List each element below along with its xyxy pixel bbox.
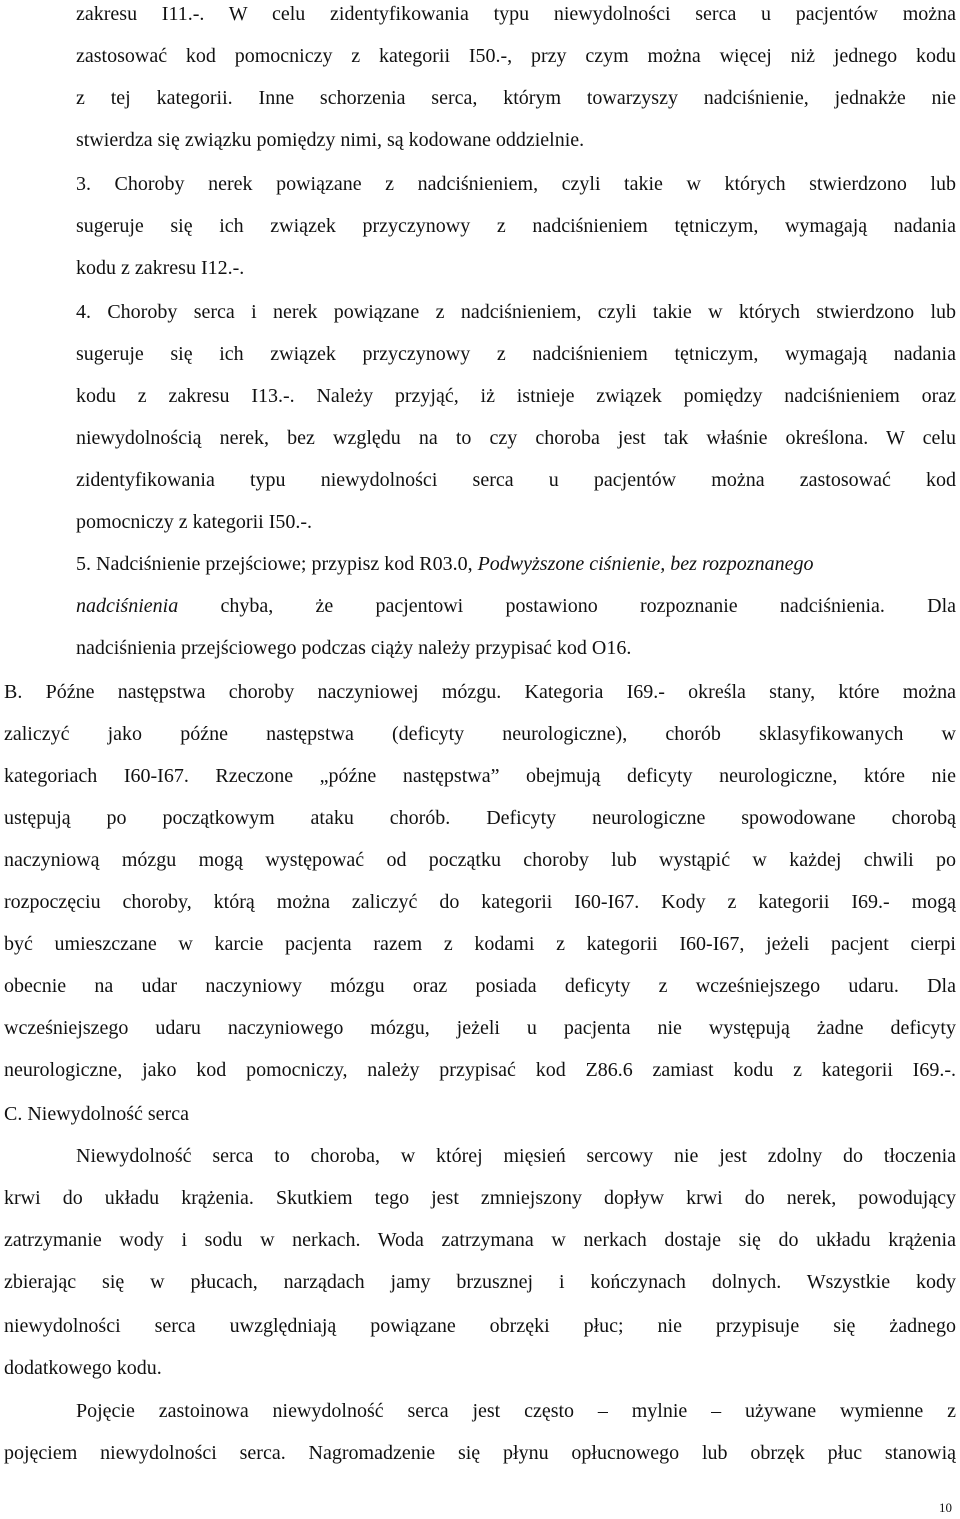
- text-line: zaliczyć jako późne następstwa (deficyty neurologiczne), chorób sklasyfikowanych w: [4, 723, 956, 745]
- text-line: sugeruje się ich związek przyczynowy z nadciśnieniem tętniczym, wymagają nadania: [76, 343, 956, 365]
- list-item-4: 4. Choroby serca i nerek powiązane z nadciśnieniem, czyli takie w których stwierdzono lub: [76, 301, 956, 323]
- text-line: krwi do układu krążenia. Skutkiem tego jest zmniejszony dopływ krwi do nerek, powodujący: [4, 1187, 956, 1209]
- text-line: zbierając się w płucach, narządach jamy brzusznej i kończynach dolnych. Wszystkie kody: [4, 1271, 956, 1293]
- italic-term: Podwyższone ciśnienie, bez rozpoznanego: [477, 553, 814, 575]
- text-line: nadciśnienia przejściowego podczas ciąży należy przypisać kod O16.: [76, 637, 632, 659]
- list-item-5: [76, 551, 813, 577]
- section-b-heading: B. Późne następstwa choroby naczyniowej mózgu. Kategoria I69.- określa stany, które można: [4, 681, 956, 703]
- paragraph-first-line: Niewydolność serca to choroba, w której mięsień sercowy nie jest zdolny do tłoczenia: [76, 1145, 956, 1167]
- italic-term: nadciśnienia: [76, 595, 179, 617]
- text-line: [76, 593, 956, 619]
- text-line: kodu z zakresu I12.-.: [76, 257, 245, 279]
- text-line: kodu z zakresu I13.-. Należy przyjąć, iż istnieje związek pomiędzy nadciśnieniem oraz: [76, 385, 956, 407]
- text-line: niewydolności serca uwzględniają powiązane obrzęki płuc; nie przypisuje się żadnego: [4, 1315, 956, 1337]
- text-line: dodatkowego kodu.: [4, 1357, 162, 1379]
- text-line: pomocniczy z kategorii I50.-.: [76, 511, 313, 533]
- text-line: niewydolnością nerek, bez względu na to czy choroba jest tak właśnie określona. W celu: [76, 427, 956, 449]
- text-line: z tej kategorii. Inne schorzenia serca, którym towarzyszy nadciśnienie, jednakże nie: [76, 87, 956, 109]
- text-line: sugeruje się ich związek przyczynowy z nadciśnieniem tętniczym, wymagają nadania: [76, 215, 956, 237]
- text-segment: chyba, że pacjentowi postawiono rozpoznanie nadciśnienia. Dla: [178, 595, 956, 617]
- text-line: wcześniejszego udaru naczyniowego mózgu, jeżeli u pacjenta nie występują żadne deficyty: [4, 1017, 956, 1039]
- page-number: 10: [939, 1500, 952, 1515]
- text-line: być umieszczane w karcie pacjenta razem z kodami z kategorii I60-I67, jeżeli pacjent cierpi: [4, 933, 956, 955]
- text-line: neurologiczne, jako kod pomocniczy, należy przypisać kod Z86.6 zamiast kodu z kategorii I69.-.: [4, 1059, 956, 1081]
- text-line: zastosować kod pomocniczy z kategorii I50.-, przy czym można więcej niż jednego kodu: [76, 45, 956, 67]
- text-line: stwierdza się związku pomiędzy nimi, są kodowane oddzielnie.: [76, 129, 585, 151]
- text-line: zatrzymanie wody i sodu w nerkach. Woda zatrzymana w nerkach dostaje się do układu krążenia: [4, 1229, 956, 1251]
- text-line: ustępują po początkowym ataku chorób. Deficyty neurologiczne spowodowane chorobą: [4, 807, 956, 829]
- section-c-heading: C. Niewydolność serca: [4, 1103, 189, 1125]
- text-segment: 5. Nadciśnienie przejściowe; przypisz kod R03.0,: [76, 553, 478, 575]
- text-line: obecnie na udar naczyniowy mózgu oraz posiada deficyty z wcześniejszego udaru. Dla: [4, 975, 956, 997]
- list-item-3: 3. Choroby nerek powiązane z nadciśnieniem, czyli takie w których stwierdzono lub: [76, 173, 956, 195]
- text-line: zakresu I11.-. W celu zidentyfikowania typu niewydolności serca u pacjentów można: [76, 3, 956, 25]
- text-line: rozpoczęciu choroby, którą można zaliczyć do kategorii I60-I67. Kody z kategorii I69.- mogą: [4, 891, 956, 913]
- text-line: naczyniową mózgu mogą występować od początku choroby lub wystąpić w każdej chwili po: [4, 849, 956, 871]
- text-line: zidentyfikowania typu niewydolności serca u pacjentów można zastosować kod: [76, 469, 956, 491]
- paragraph-first-line: Pojęcie zastoinowa niewydolność serca jest często – mylnie – używane wymienne z: [76, 1400, 956, 1422]
- text-line: pojęciem niewydolności serca. Nagromadzenie się płynu opłucnowego lub obrzęk płuc stanowią: [4, 1442, 956, 1464]
- text-line: kategoriach I60-I67. Rzeczone „późne następstwa” obejmują deficyty neurologiczne, które nie: [4, 765, 956, 787]
